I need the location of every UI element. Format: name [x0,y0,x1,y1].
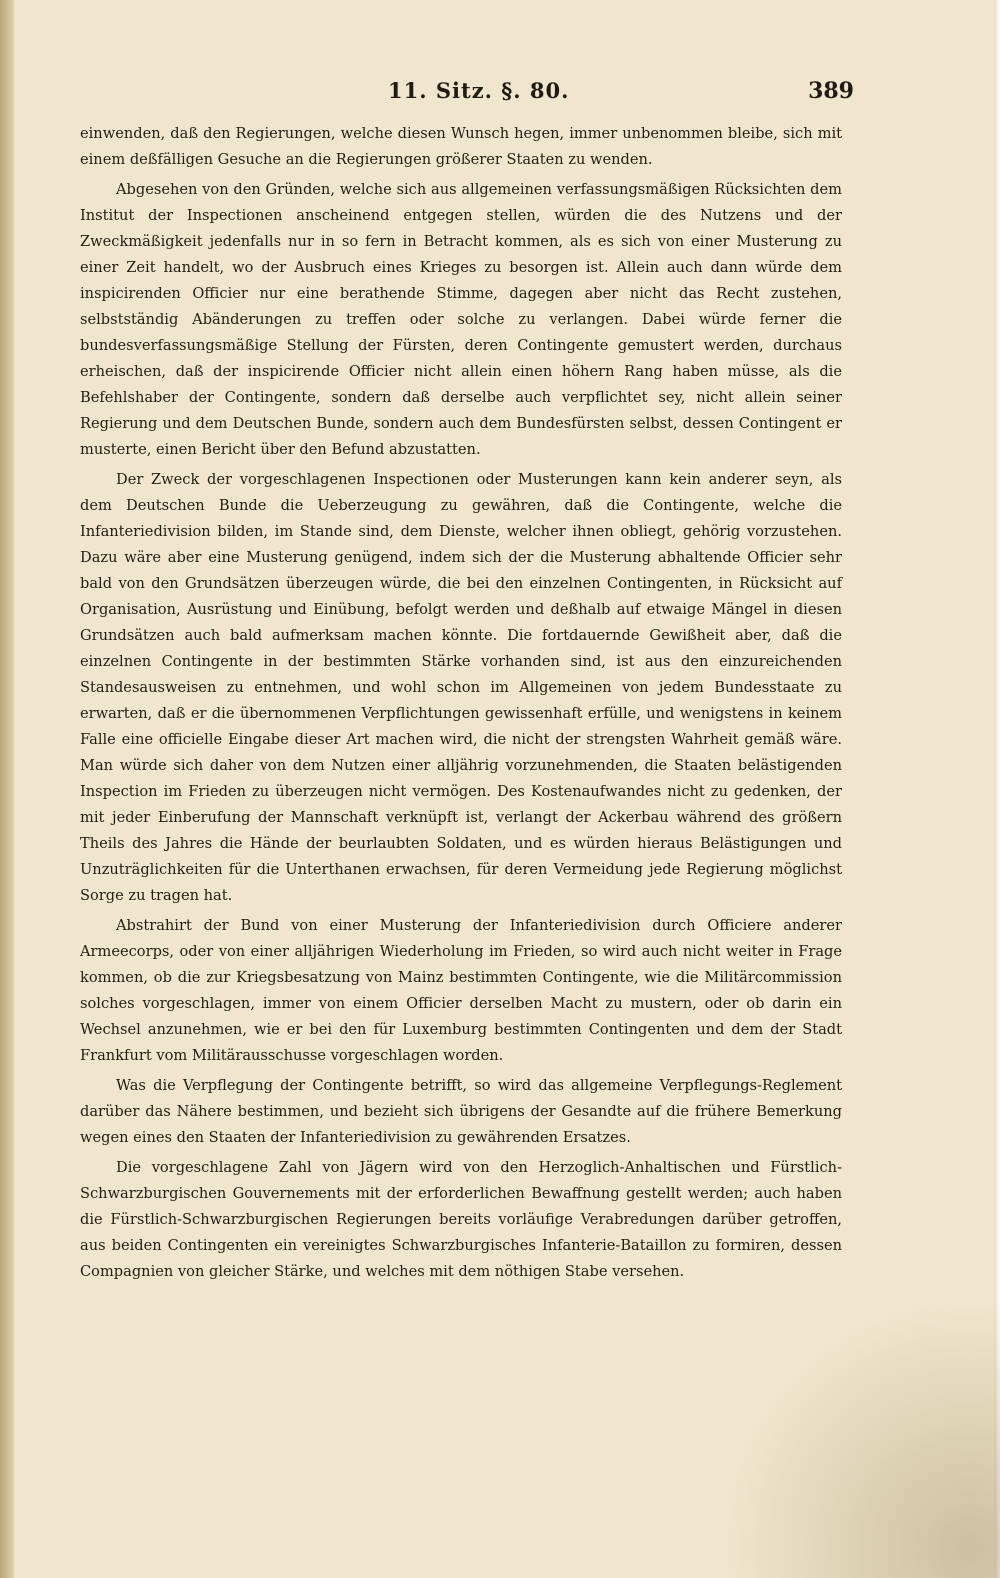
paragraph: Die vorgeschlagene Zahl von Jägern wird von den Herzoglich-Anhaltischen und Fürstlich-Schwarzburgischen Gouvernements mit der erforderlichen Bewaffnung gestellt werden; auch haben die Fürstlich-Schwarzburgischen Regierungen bereits vorläufige Verabredungen darüber getroffen, aus beiden Contingenten ein vereinigtes Schwarzburgisches Infanterie-Bataillon zu formiren, dessen Compagnien von gleicher Stärke, und welches mit dem nöthigen Stabe versehen. [80,1159,842,1280]
page-header [0,78,1000,112]
paragraph: einwenden, daß den Regierungen, welche diesen Wunsch hegen, immer unbenommen bleibe, sich mit einem deßfälligen Gesuche an die Regierungen größerer Staaten zu wenden. [80,125,842,168]
paragraph: Was die Verpflegung der Contingente betrifft, so wird das allgemeine Verpflegungs-Reglement darüber das Nähere bestimmen, und bezieht sich übrigens der Gesandte auf die frühere Bemerkung wegen eines den Staaten der Infanteriedivision zu gewährenden Ersatzes. [80,1077,842,1146]
running-head: 11. Sitz. §. 80. [388,78,570,103]
paragraph: Der Zweck der vorgeschlagenen Inspectionen oder Musterungen kann kein anderer seyn, als dem Deutschen Bunde die Ueberzeugung zu gewähren, daß die Contingente, welche die Infanteriedivision bilden, im Stande sind, dem Dienste, welcher ihnen obliegt, gehörig vorzustehen. Dazu wäre aber eine Musterung genügend, indem sich der die Musterung abhaltende Officier sehr bald von den Grundsätzen überzeugen würde, die bei den einzelnen Contingenten, in Rücksicht auf Organisation, Ausrüstung und Einübung, befolgt werden und deßhalb auf etwaige Mängel in diesen Grundsätzen auch bald aufmerksam machen könnte. Die fortdauernde Gewißheit aber, daß die einzelnen Contingente in der bestimmten Stärke vorhanden sind, ist aus den einzureichenden Standesausweisen zu entnehmen, und wohl schon im Allgemeinen von jedem Bundesstaate zu erwarten, daß er die übernommenen Verpflichtungen gewissenhaft erfülle, und wenigstens in keinem Falle eine officielle Eingabe dieser Art machen wird, die nicht der strengsten Wahrheit gemäß wäre. Man würde sich daher von dem Nutzen einer alljährig vorzunehmenden, die Staaten belästigenden Inspection im Frieden zu überzeugen nicht vermögen. Des Kostenaufwandes nicht zu gedenken, der mit jeder Einberufung der Mannschaft verknüpft ist, verlangt der Ackerbau während des größern Theils des Jahres die Hände der beurlaubten Soldaten, und es würden hieraus Belästigungen und Unzuträglichkeiten für die Unterthanen erwachsen, für deren Vermeidung jede Regierung möglichst Sorge zu tragen hat. [80,471,842,904]
body-text [80,121,842,1285]
paragraph: Abgesehen von den Gründen, welche sich aus allgemeinen verfassungsmäßigen Rücksichten dem Institut der Inspectionen anscheinend entgegen stellen, würden die des Nutzens und der Zweckmäßigkeit jedenfalls nur in so fern in Betracht kommen, als es sich von einer Musterung zu einer Zeit handelt, wo der Ausbruch eines Krieges zu besorgen ist. Allein auch dann würde dem inspicirenden Officier nur eine berathende Stimme, dagegen aber nicht das Recht zustehen, selbstständig Abänderungen zu treffen oder solche zu verlangen. Dabei würde ferner die bundesverfassungsmäßige Stellung der Fürsten, deren Contingente gemustert werden, durchaus erheischen, daß der inspicirende Officier nicht allein einen höhern Rang haben müsse, als die Befehlshaber der Contingente, sondern daß derselbe auch verpflichtet sey, nicht allein seiner Regierung und dem Deutschen Bunde, sondern auch dem Bundesfürsten selbst, dessen Contingent er musterte, einen Bericht über den Befund abzustatten. [80,181,842,458]
page-gutter-shadow [0,0,14,1578]
paragraph: Abstrahirt der Bund von einer Musterung der Infanteriedivision durch Officiere anderer Armeecorps, oder von einer alljährigen Wiederholung im Frieden, so wird auch nicht weiter in Frage kommen, ob die zur Kriegsbesatzung von Mainz bestimmten Contingente, wie die Militärcommission solches vorgeschlagen, immer von einem Officier derselben Macht zu mustern, oder ob darin ein Wechsel anzunehmen, wie er bei den für Luxemburg bestimmten Contingenten und dem der Stadt Frankfurt vom Militärausschusse vorgeschlagen worden. [80,917,842,1064]
page-number: 389 [808,78,854,104]
paper-stain [700,1278,1000,1578]
